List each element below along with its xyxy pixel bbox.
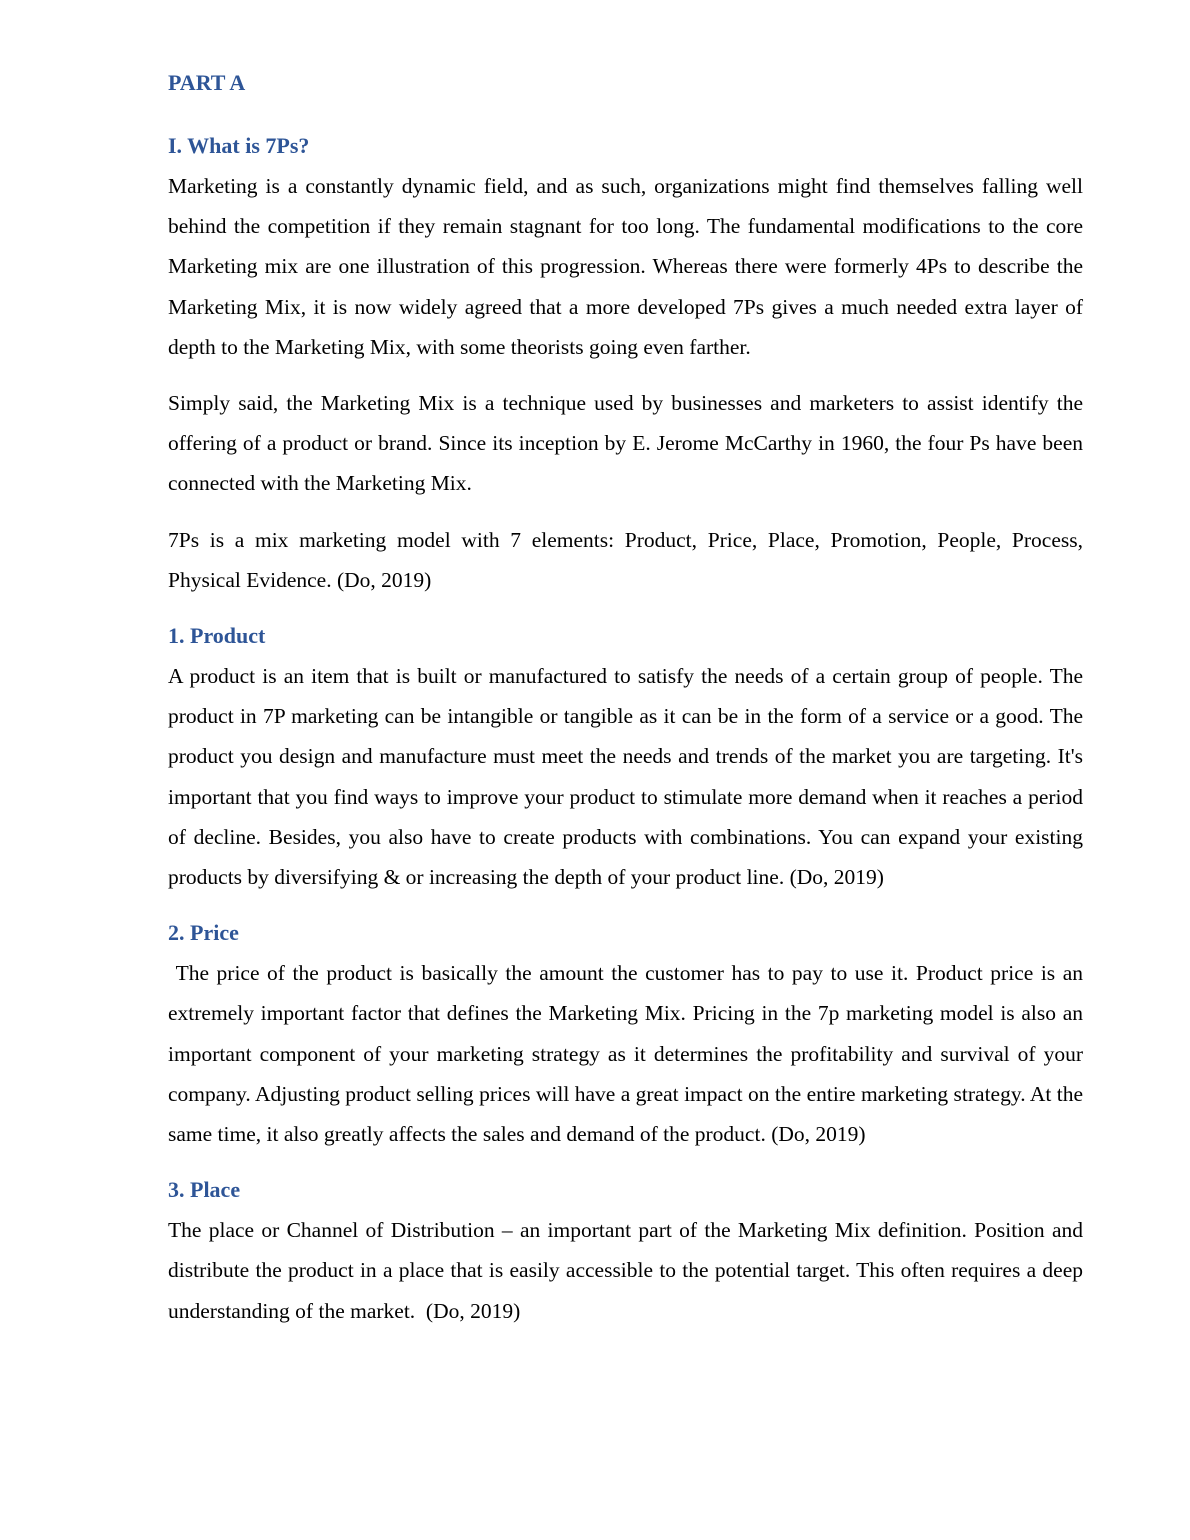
product-heading: 1. Product <box>168 623 266 649</box>
product-paragraph: A product is an item that is built or manufactured to satisfy the needs of a certain group of people. The product in 7P marketing can be intangible or tangible as it can be in the form of a service or a good. The product you design and manufacture must meet the needs and trends of the market you are targeting. It's important that you find ways to improve your product to stimulate more demand when it reaches a period of decline. Besides, you also have to create products with combinations. You can expand your existing products by diversifying & or increasing the depth of your product line. (Do, 2019) <box>168 664 1083 890</box>
intro-paragraph-2: Simply said, the Marketing Mix is a technique used by businesses and marketers to assist identify the offering of a product or brand. Since its inception by E. Jerome McCarthy in 1960, the four Ps have been connected with the Marketing Mix. <box>168 391 1083 496</box>
price-heading: 2. Price <box>168 920 239 946</box>
intro-heading: I. What is 7Ps? <box>168 133 310 158</box>
place-paragraph: The place or Channel of Distribution – an important part of the Marketing Mix definition. Position and distribute the product in a place that is easily accessible to the potential target. This often requires a deep understanding of the market. (Do, 2019) <box>168 1218 1089 1323</box>
intro-paragraph-1: Marketing is a constantly dynamic field, and as such, organizations might find themselves falling well behind the competition if they remain stagnant for too long. The fundamental modifications to the core Marketing mix are one illustration of this progression. Whereas there were formerly 4Ps to describe the Marketing Mix, it is now widely agreed that a more developed 7Ps gives a much needed extra layer of depth to the Marketing Mix, with some theorists going even farther. <box>168 174 1083 359</box>
part-title: PART A <box>168 70 246 95</box>
place-heading: 3. Place <box>168 1177 241 1203</box>
document-page <box>168 62 1089 1331</box>
price-paragraph: The price of the product is basically the amount the customer has to pay to use it. Product price is an extremely important factor that defines the Marketing Mix. Pricing in the 7p marketing model is also an important component of your marketing strategy as it determines the profitability and survival of your company. Adjusting product selling prices will have a great impact on the entire marketing strategy. At the same time, it also greatly affects the sales and demand of the product. (Do, 2019) <box>168 961 1089 1147</box>
intro-paragraph-3: 7Ps is a mix marketing model with 7 elements: Product, Price, Place, Promotion, People, Process, Physical Evidence. (Do, 2019) <box>168 527 1083 592</box>
